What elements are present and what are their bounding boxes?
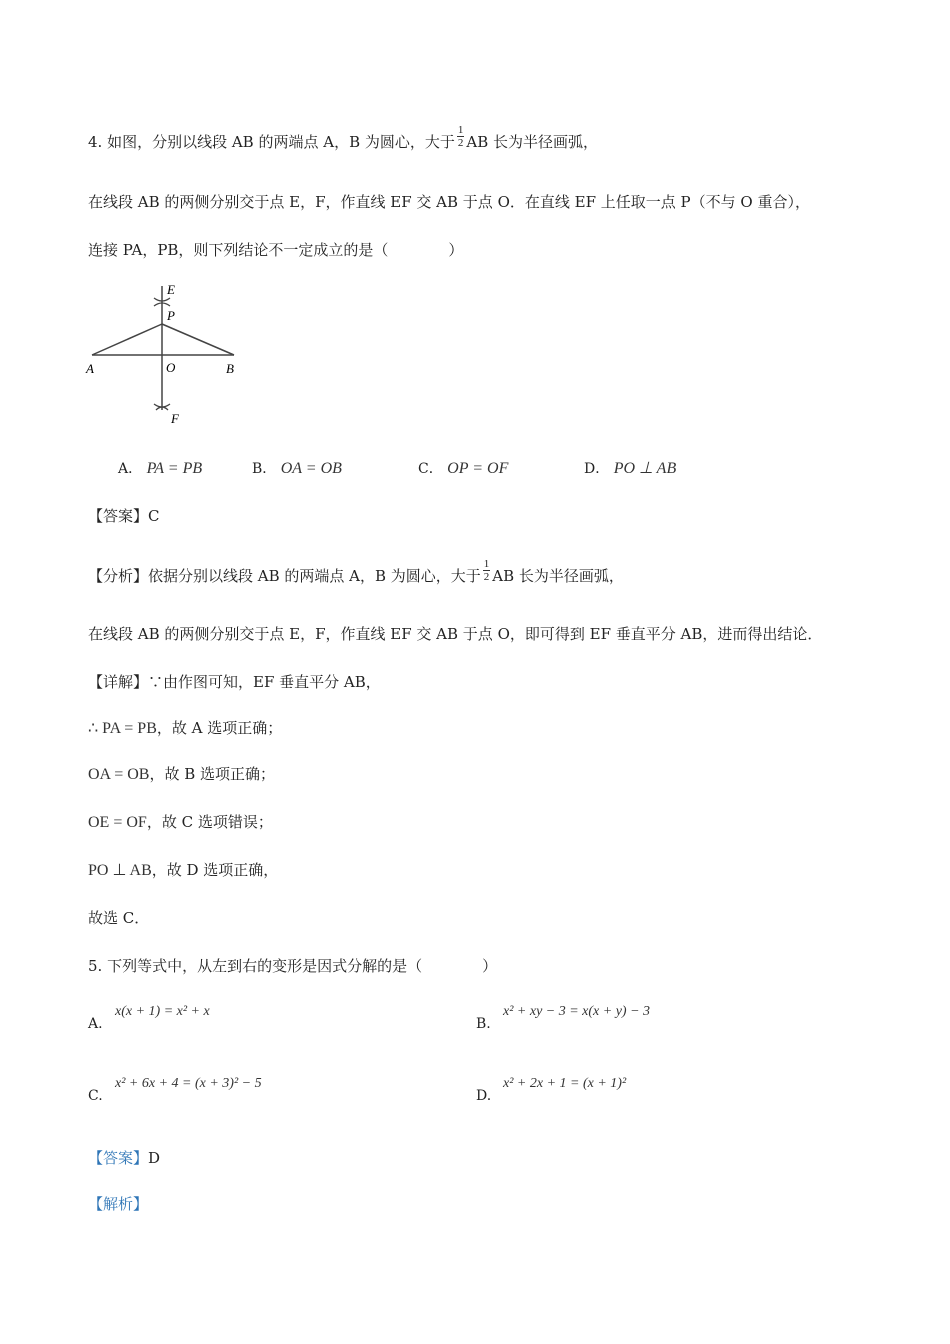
q4-stem-text-b: AB 长为半径画弧， (466, 133, 598, 151)
label-e: E (167, 282, 175, 297)
detail-text: ∵由作图可知，EF 垂直平分 AB， (148, 673, 381, 691)
step-text: ，故 A 选项正确； (156, 719, 283, 737)
q5-option-b-letter: B. (476, 1016, 491, 1032)
q4-stem-text-a: 4. 如图，分别以线段 AB 的两端点 A，B 为圆心，大于 (88, 133, 455, 151)
q4-step-4 (88, 860, 278, 881)
q5-option-d-expr: x² + 2x + 1 = (x + 1)² (503, 1076, 627, 1091)
q4-option-a (118, 458, 202, 478)
step-expr: OE = OF (88, 814, 147, 831)
step-expr: PO ⊥ AB (88, 862, 152, 879)
analysis-text-b: AB 长为半径画弧， (492, 567, 624, 585)
answer-value: C (148, 507, 160, 525)
q4-option-c (418, 458, 508, 478)
q4-option-d (584, 458, 676, 478)
step-text: ，故 D 选项正确， (151, 861, 279, 879)
option-letter: B． (252, 461, 277, 477)
q5-option-a-expr: x(x + 1) = x² + x (115, 1004, 210, 1019)
label-o: O (166, 360, 176, 375)
option-expr: PO ⊥ AB (613, 460, 677, 477)
label-p: P (167, 308, 175, 323)
option-letter: C． (418, 461, 443, 477)
option-letter: A． (118, 461, 143, 477)
answer-value: D (148, 1149, 161, 1167)
option-expr: OP = OF (447, 460, 509, 477)
q4-stem-line2: 在线段 AB 的两侧分别交于点 E，F，作直线 EF 交 AB 于点 O．在直线 EF 上任取一点 P（不与 O 重合）， (88, 193, 810, 211)
half-fraction (457, 124, 465, 149)
q5-option-c-letter: C. (88, 1088, 103, 1104)
q5-stem: 5. 下列等式中，从左到右的变形是因式分解的是（ ） (88, 957, 498, 975)
q4-answer (88, 506, 160, 526)
label-b: B (226, 361, 234, 376)
q4-stem-line3: 连接 PA，PB，则下列结论不一定成立的是（ ） (88, 241, 464, 259)
label-a: A (86, 361, 94, 376)
q4-conclusion: 故选 C． (88, 909, 150, 927)
frac-num: 1 (457, 123, 464, 136)
analysis-text-a: 【分析】依据分别以线段 AB 的两端点 A，B 为圆心，大于 (88, 567, 481, 585)
segment-pa (92, 324, 162, 355)
q4-detail-line1 (88, 672, 381, 692)
q4-stem-line1 (88, 123, 598, 152)
q5-option-d-letter: D. (476, 1088, 492, 1104)
q4-option-b (252, 458, 342, 478)
q4-step-3 (88, 812, 273, 833)
step-text: ，故 C 选项错误； (146, 813, 273, 831)
q4-step-2 (88, 764, 275, 785)
q4-analysis-line1 (88, 557, 624, 586)
frac-den: 2 (483, 570, 490, 583)
detail-tag: 【详解】 (88, 673, 149, 691)
step-expr: ∴ PA = PB (88, 720, 157, 737)
q4-step-1 (88, 718, 282, 739)
label-f: F (171, 411, 179, 426)
q5-answer (88, 1148, 160, 1168)
q5-jiexi-tag: 【解析】 (88, 1195, 149, 1213)
option-letter: D． (584, 461, 610, 477)
frac-num: 1 (483, 557, 490, 570)
half-fraction (483, 558, 491, 583)
segment-pb (162, 324, 234, 355)
q5-option-b-expr: x² + xy − 3 = x(x + y) − 3 (503, 1004, 651, 1019)
q5-option-a-letter: A. (88, 1016, 103, 1032)
answer-tag: 【答案】 (88, 507, 149, 525)
option-expr: OA = OB (280, 460, 342, 477)
option-expr: PA = PB (146, 460, 203, 477)
step-expr: OA = OB (88, 766, 150, 783)
q4-analysis-line2: 在线段 AB 的两侧分别交于点 E，F，作直线 EF 交 AB 于点 O，即可得到 EF 垂直平分 AB，进而得出结论． (88, 625, 823, 643)
geometry-figure (84, 280, 254, 430)
q5-option-c-expr: x² + 6x + 4 = (x + 3)² − 5 (115, 1076, 262, 1091)
frac-den: 2 (457, 136, 464, 149)
step-text: ，故 B 选项正确； (149, 765, 276, 783)
answer-tag: 【答案】 (88, 1149, 149, 1167)
